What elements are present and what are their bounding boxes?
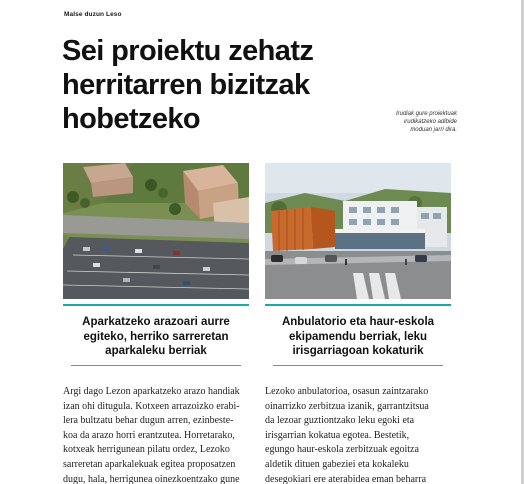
parking-lot-image bbox=[63, 163, 249, 299]
body-line: Lezoko anbulatorioa, osasun zaintzarako bbox=[265, 386, 429, 397]
clinic-building-illustration bbox=[265, 163, 451, 299]
body-line: oinarrizko zerbitzua izanik, garrantzitsua bbox=[265, 400, 429, 412]
body-line: sarreretan aparkalekuak egitea proposatzen bbox=[63, 458, 236, 470]
accent-rule bbox=[265, 304, 451, 306]
accent-rule bbox=[63, 304, 249, 306]
article-heading-parking bbox=[63, 315, 249, 359]
parking-lot-illustration bbox=[63, 163, 249, 299]
body-line: egungo haur-eskola zerbitzuak egoitza bbox=[265, 444, 419, 456]
section-kicker: Malse duzun Leso bbox=[64, 11, 122, 18]
article-body-clinic bbox=[265, 385, 451, 484]
article-heading-clinic bbox=[265, 315, 451, 359]
body-line: lera bultzatu behar dugun arren, ezinbeste- bbox=[63, 415, 234, 427]
heading-line: Aparkatzeko arazoari aurre bbox=[82, 316, 230, 328]
heading-line: Anbulatorio eta haur-eskola bbox=[281, 316, 435, 328]
title-line: Sei proiektu zehatz bbox=[62, 35, 314, 67]
article-body-parking bbox=[63, 385, 249, 484]
body-line: Argi dago Lezon aparkatzeko arazo handiak bbox=[63, 386, 240, 397]
body-line: dugu, hala, herrigunea oinezkoentzako gune bbox=[63, 473, 240, 484]
body-line: irisgarrian kokatua egotea. Bestetik, bbox=[265, 429, 410, 441]
title-line: hobetzeko bbox=[62, 103, 200, 135]
body-line: aldetik dituen gabeziei eta kokaleku bbox=[265, 458, 409, 470]
body-line: kotxeak herrigunean pilatu ordez, Lezoko bbox=[63, 444, 230, 456]
heading-line: ekipamendu berriak, leku bbox=[288, 330, 428, 343]
heading-line: egiteko, herriko sarreretan bbox=[83, 330, 229, 343]
image-note bbox=[381, 110, 457, 134]
heading-line: irisgarriagoan kokaturik bbox=[292, 345, 424, 357]
clinic-building-image bbox=[265, 163, 451, 299]
divider bbox=[71, 365, 241, 366]
title-line: herritarren bizitzak bbox=[62, 69, 310, 101]
image-note-line: irudikatzeko adibide bbox=[403, 119, 457, 125]
divider bbox=[273, 365, 443, 366]
image-note-line: Irudiak gure proiektuak bbox=[395, 111, 457, 117]
body-line: koa da arazo horri erantzutea. Horretarako, bbox=[63, 429, 235, 441]
body-line: izan ohi ditugula. Kotxeen arrazoizko erabi- bbox=[63, 400, 240, 412]
image-note-line: moduan jarri dira. bbox=[410, 127, 457, 133]
body-line: desegokiari ere aterabidea eman beharra bbox=[265, 473, 427, 484]
heading-line: aparkaleku berriak bbox=[105, 345, 207, 357]
page-title bbox=[62, 34, 362, 136]
body-line: da lezoar guztiontzako leku egoki eta bbox=[265, 415, 415, 427]
